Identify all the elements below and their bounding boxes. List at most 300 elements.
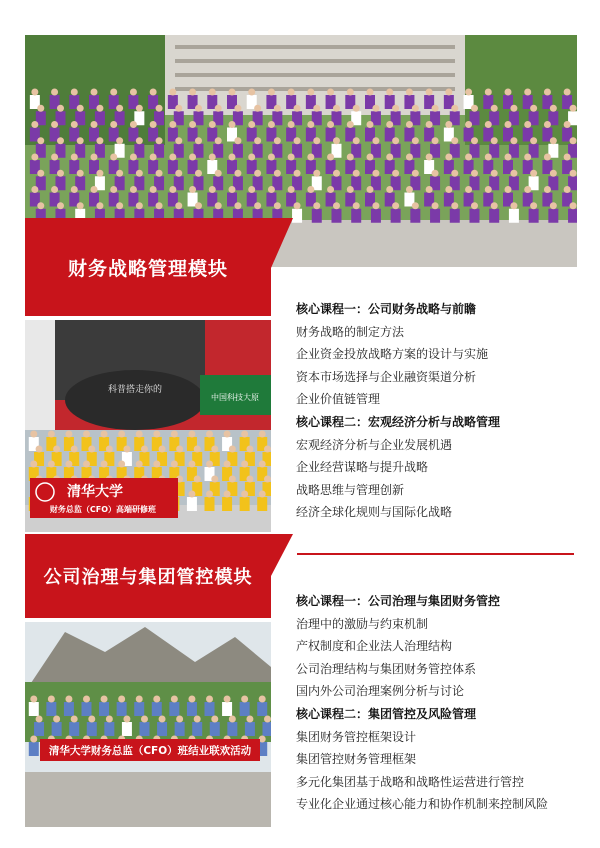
person-figure: [257, 702, 267, 716]
person-figure: [29, 702, 39, 716]
person-head: [445, 186, 452, 193]
person-head: [110, 89, 117, 96]
person-figure: [169, 702, 179, 716]
person-head: [524, 121, 531, 128]
person-head: [264, 476, 271, 483]
person-head: [392, 170, 399, 177]
person-head: [169, 186, 176, 193]
person-head: [136, 202, 143, 209]
person-head: [153, 431, 160, 438]
person-head: [259, 696, 266, 703]
person-head: [96, 137, 103, 144]
photo-banner-tsinghua: 清华大学: [67, 484, 123, 500]
person-head: [88, 716, 95, 723]
person-head: [445, 89, 452, 96]
person-head: [195, 137, 202, 144]
person-head: [83, 431, 90, 438]
person-head: [313, 105, 320, 112]
person-head: [471, 170, 478, 177]
person-figure: [548, 209, 558, 223]
person-head: [206, 461, 213, 468]
person-head: [65, 696, 72, 703]
person-head: [37, 202, 44, 209]
person-head: [37, 137, 44, 144]
person-head: [367, 186, 374, 193]
person-figure: [410, 209, 420, 223]
person-head: [195, 105, 202, 112]
person-figure: [240, 702, 250, 716]
person-head: [150, 121, 157, 128]
person-head: [194, 716, 201, 723]
person-figure: [139, 722, 149, 736]
person-head: [101, 461, 108, 468]
course-list-governance: [296, 590, 586, 816]
person-head: [510, 137, 517, 144]
person-head: [367, 121, 374, 128]
course-item: 战略思维与管理创新: [296, 482, 405, 497]
person-figure: [205, 497, 215, 511]
person-head: [426, 89, 433, 96]
person-head: [406, 121, 413, 128]
person-head: [505, 121, 512, 128]
person-head: [229, 121, 236, 128]
person-figure: [69, 722, 79, 736]
person-head: [465, 121, 472, 128]
person-head: [188, 431, 195, 438]
person-figure: [469, 209, 479, 223]
person-head: [451, 170, 458, 177]
person-head: [372, 170, 379, 177]
person-head: [71, 89, 78, 96]
person-head: [156, 170, 163, 177]
person-head: [406, 89, 413, 96]
person-head: [327, 154, 334, 161]
person-head: [307, 89, 314, 96]
person-head: [426, 186, 433, 193]
person-figure: [391, 209, 401, 223]
person-head: [274, 170, 281, 177]
person-head: [31, 121, 38, 128]
person-head: [130, 186, 137, 193]
person-head: [248, 121, 255, 128]
person-head: [259, 431, 266, 438]
person-head: [570, 202, 577, 209]
person-head: [524, 186, 531, 193]
person-head: [294, 105, 301, 112]
person-head: [215, 170, 222, 177]
person-head: [451, 105, 458, 112]
person-head: [130, 89, 137, 96]
person-figure: [262, 722, 271, 736]
photo-banner-graduation: 清华大学财务总监（CFO）班结业联欢活动: [48, 745, 252, 757]
person-head: [116, 137, 123, 144]
person-head: [372, 202, 379, 209]
course-heading: 核心课程一：公司治理与集团财务管控: [296, 594, 501, 608]
person-head: [136, 105, 143, 112]
person-head: [412, 202, 419, 209]
person-figure: [187, 497, 197, 511]
module-title: 公司治理与集团管控模块: [43, 567, 253, 588]
person-figure: [245, 722, 255, 736]
person-head: [211, 476, 218, 483]
person-head: [353, 170, 360, 177]
person-figure: [210, 722, 220, 736]
person-head: [65, 461, 72, 468]
person-head: [136, 461, 143, 468]
course-heading: 核心课程二：集团管控及风险管理: [296, 706, 477, 721]
person-head: [110, 186, 117, 193]
person-figure: [152, 702, 162, 716]
person-head: [71, 121, 78, 128]
person-head: [313, 137, 320, 144]
person-head: [188, 696, 195, 703]
person-head: [91, 186, 98, 193]
person-head: [57, 170, 64, 177]
person-head: [274, 137, 281, 144]
person-head: [471, 105, 478, 112]
person-head: [169, 121, 176, 128]
person-figure: [240, 497, 250, 511]
person-head: [37, 170, 44, 177]
person-head: [189, 89, 196, 96]
person-head: [333, 105, 340, 112]
person-figure: [257, 497, 267, 511]
person-head: [392, 137, 399, 144]
person-head: [209, 89, 216, 96]
person-head: [544, 89, 551, 96]
person-head: [96, 170, 103, 177]
module-title: 财务战略管理模块: [67, 257, 228, 280]
person-head: [83, 696, 90, 703]
person-head: [51, 121, 58, 128]
person-head: [229, 89, 236, 96]
person-head: [491, 202, 498, 209]
photo-banner-cfo: 财务总监（CFO）高端研修班: [49, 505, 157, 514]
person-head: [530, 137, 537, 144]
person-head: [150, 154, 157, 161]
person-head: [524, 154, 531, 161]
person-head: [510, 202, 517, 209]
person-head: [386, 121, 393, 128]
person-figure: [331, 209, 341, 223]
group-photo-museum: [25, 320, 271, 532]
person-head: [71, 154, 78, 161]
person-head: [106, 446, 113, 453]
person-head: [491, 137, 498, 144]
person-head: [234, 202, 241, 209]
person-head: [53, 446, 60, 453]
person-head: [412, 105, 419, 112]
person-head: [564, 186, 571, 193]
person-figure: [29, 742, 39, 756]
person-head: [550, 137, 557, 144]
person-head: [37, 105, 44, 112]
person-head: [294, 137, 301, 144]
person-head: [211, 446, 218, 453]
person-head: [288, 186, 295, 193]
person-head: [175, 137, 182, 144]
person-head: [313, 202, 320, 209]
person-head: [30, 461, 37, 468]
person-head: [445, 154, 452, 161]
person-head: [31, 186, 38, 193]
person-head: [294, 170, 301, 177]
person-head: [234, 137, 241, 144]
person-head: [307, 154, 314, 161]
person-head: [471, 137, 478, 144]
person-head: [347, 89, 354, 96]
person-head: [169, 89, 176, 96]
person-head: [465, 186, 472, 193]
person-head: [412, 137, 419, 144]
person-head: [116, 202, 123, 209]
person-head: [491, 170, 498, 177]
person-head: [116, 170, 123, 177]
person-head: [259, 461, 266, 468]
person-head: [189, 121, 196, 128]
person-head: [505, 154, 512, 161]
person-head: [367, 154, 374, 161]
person-figure: [122, 722, 132, 736]
person-head: [176, 716, 183, 723]
person-head: [123, 446, 130, 453]
person-figure: [568, 209, 577, 223]
person-head: [234, 170, 241, 177]
person-head: [195, 202, 202, 209]
person-head: [274, 105, 281, 112]
course-item: 专业化企业通过核心能力和协作机制来控制风险: [296, 797, 549, 812]
person-head: [392, 105, 399, 112]
person-head: [188, 461, 195, 468]
person-head: [485, 154, 492, 161]
person-head: [101, 431, 108, 438]
person-head: [505, 89, 512, 96]
person-head: [136, 170, 143, 177]
person-head: [194, 446, 201, 453]
person-head: [485, 186, 492, 193]
person-head: [367, 89, 374, 96]
person-head: [254, 202, 261, 209]
person-head: [91, 121, 98, 128]
person-head: [241, 696, 248, 703]
person-head: [254, 170, 261, 177]
person-head: [116, 105, 123, 112]
person-figure: [134, 702, 144, 716]
person-head: [224, 431, 231, 438]
person-head: [347, 121, 354, 128]
person-head: [386, 89, 393, 96]
person-head: [353, 137, 360, 144]
person-figure: [104, 722, 114, 736]
person-head: [544, 121, 551, 128]
person-head: [465, 154, 472, 161]
person-head: [159, 716, 166, 723]
person-head: [110, 121, 117, 128]
person-head: [30, 431, 37, 438]
person-head: [248, 154, 255, 161]
person-head: [159, 446, 166, 453]
person-head: [333, 170, 340, 177]
person-head: [510, 170, 517, 177]
person-head: [209, 186, 216, 193]
person-head: [307, 121, 314, 128]
person-figure: [157, 722, 167, 736]
building-arch-text: 科普搭走你的: [107, 385, 163, 395]
person-head: [188, 491, 195, 498]
person-head: [241, 491, 248, 498]
person-head: [570, 170, 577, 177]
person-head: [136, 431, 143, 438]
person-head: [175, 202, 182, 209]
person-head: [96, 202, 103, 209]
person-head: [175, 170, 182, 177]
course-heading: 核心课程一：公司财务战略与前瞻: [296, 302, 477, 316]
person-head: [71, 716, 78, 723]
person-head: [77, 170, 84, 177]
person-head: [156, 202, 163, 209]
person-head: [246, 476, 253, 483]
person-figure: [187, 702, 197, 716]
person-figure: [292, 209, 302, 223]
person-head: [432, 105, 439, 112]
person-head: [406, 154, 413, 161]
person-head: [485, 89, 492, 96]
course-item: 国内外公司治理案例分析与讨论: [296, 684, 465, 699]
person-figure: [117, 702, 127, 716]
person-head: [432, 137, 439, 144]
person-head: [169, 154, 176, 161]
person-head: [510, 105, 517, 112]
person-head: [194, 476, 201, 483]
person-head: [451, 202, 458, 209]
course-item: 经济全球化规则与国际化战略: [296, 505, 453, 520]
person-head: [333, 137, 340, 144]
person-head: [141, 446, 148, 453]
person-head: [51, 154, 58, 161]
module-banner-governance: [25, 534, 271, 618]
person-head: [57, 202, 64, 209]
person-head: [406, 186, 413, 193]
person-head: [224, 491, 231, 498]
person-head: [65, 431, 72, 438]
person-head: [215, 137, 222, 144]
person-head: [530, 105, 537, 112]
person-figure: [82, 702, 92, 716]
person-head: [48, 696, 55, 703]
person-head: [171, 431, 178, 438]
person-head: [264, 446, 271, 453]
person-head: [57, 105, 64, 112]
person-figure: [222, 702, 232, 716]
person-head: [327, 89, 334, 96]
person-head: [150, 89, 157, 96]
person-head: [224, 461, 231, 468]
course-list-finance-strategy: [296, 298, 586, 524]
person-figure: [509, 209, 519, 223]
course-item: 公司治理结构与集团财务管控体系: [296, 661, 477, 676]
person-head: [445, 121, 452, 128]
person-head: [110, 154, 117, 161]
person-head: [118, 696, 125, 703]
person-head: [471, 202, 478, 209]
person-head: [570, 105, 577, 112]
person-head: [156, 137, 163, 144]
person-head: [206, 431, 213, 438]
person-figure: [371, 209, 381, 223]
person-head: [77, 105, 84, 112]
person-head: [175, 105, 182, 112]
person-head: [432, 202, 439, 209]
course-item: 宏观经济分析与企业发展机遇: [296, 437, 453, 452]
person-head: [313, 170, 320, 177]
person-head: [294, 202, 301, 209]
person-head: [229, 476, 236, 483]
person-head: [171, 696, 178, 703]
person-head: [229, 186, 236, 193]
person-figure: [175, 722, 185, 736]
person-head: [209, 121, 216, 128]
course-item: 产权制度和企业法人治理结构: [296, 639, 453, 654]
person-head: [88, 446, 95, 453]
person-head: [432, 170, 439, 177]
person-figure: [52, 722, 62, 736]
person-head: [51, 89, 58, 96]
person-head: [211, 716, 218, 723]
person-head: [327, 186, 334, 193]
person-head: [31, 154, 38, 161]
person-head: [36, 716, 43, 723]
person-head: [307, 186, 314, 193]
person-figure: [351, 209, 361, 223]
person-head: [57, 137, 64, 144]
course-item: 企业价值链管理: [296, 392, 381, 407]
person-head: [550, 202, 557, 209]
group-photo-graduation: [25, 622, 271, 827]
person-head: [96, 105, 103, 112]
person-head: [118, 431, 125, 438]
person-head: [241, 461, 248, 468]
person-head: [77, 202, 84, 209]
person-head: [347, 186, 354, 193]
person-figure: [227, 722, 237, 736]
course-item: 集团财务管控框架设计: [296, 729, 417, 744]
person-head: [30, 696, 37, 703]
person-figure: [312, 209, 322, 223]
person-head: [156, 105, 163, 112]
person-head: [248, 89, 255, 96]
person-head: [130, 121, 137, 128]
person-head: [215, 202, 222, 209]
person-head: [176, 446, 183, 453]
person-head: [83, 461, 90, 468]
person-head: [268, 89, 275, 96]
person-head: [71, 446, 78, 453]
course-heading: 核心课程二：宏观经济分析与战略管理: [296, 414, 501, 429]
person-figure: [87, 722, 97, 736]
person-head: [234, 105, 241, 112]
person-head: [550, 170, 557, 177]
person-head: [372, 137, 379, 144]
person-head: [264, 716, 271, 723]
person-head: [153, 461, 160, 468]
person-figure: [192, 722, 202, 736]
person-head: [206, 491, 213, 498]
person-head: [91, 154, 98, 161]
person-head: [71, 186, 78, 193]
person-head: [544, 186, 551, 193]
person-head: [130, 154, 137, 161]
person-figure: [529, 209, 539, 223]
